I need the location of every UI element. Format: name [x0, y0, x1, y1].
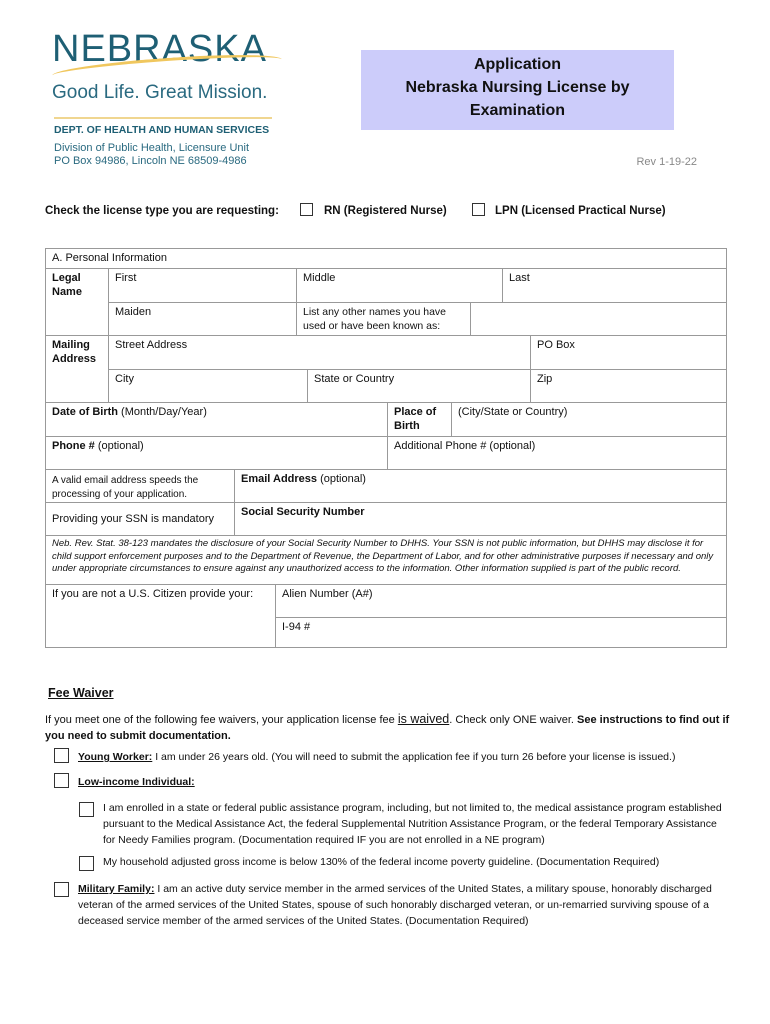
military-family-text: I am an active duty service member in the armed services of the United States, a military spouse, honorably discharged veteran of the armed services of the United States, spouse of such honorably discharged veteran, or un-remarried surviving spouse of a deceased service member of the armed services of the United States. (Documentation Required) — [78, 883, 712, 927]
division-address: PO Box 94986, Lincoln NE 68509-4986 — [54, 155, 247, 167]
nebraska-logo: NEBRASKA — [52, 28, 267, 70]
department-name: DEPT. OF HEALTH AND HUMAN SERVICES — [54, 124, 270, 136]
low-income-label: Low-income Individual: — [78, 776, 195, 788]
email-hint: (optional) — [317, 473, 366, 485]
public-assistance-text: I am enrolled in a state or federal public assistance program, including, but not limited to, the medical assistance program established pursuant to the Medical Assistance Act, the federal Supplemental Nutrition Assistance Program, or the federal Temporary Assistance for Needy Families program. (Documentation required IF you are not enrolled in a NE program) — [103, 802, 722, 846]
income-guideline-checkbox[interactable] — [79, 856, 94, 871]
intro-text: . Check only ONE waiver. — [449, 714, 578, 726]
section-a-header: A. Personal Information — [45, 248, 727, 269]
young-worker-label: Young Worker: — [78, 751, 153, 763]
license-type-prompt: Check the license type you are requesting: — [45, 205, 279, 217]
income-guideline-text: My household adjusted gross income is below 130% of the federal income poverty guideline. (Documentation Required) — [103, 856, 660, 868]
military-family-option — [78, 881, 728, 929]
email-label: Email Address — [241, 473, 318, 485]
first-name-field[interactable]: First — [108, 268, 297, 303]
rn-label: RN (Registered Nurse) — [324, 205, 447, 217]
citizen-prompt: If you are not a U.S. Citizen provide your: — [45, 584, 276, 648]
division-name: Division of Public Health, Licensure Unit — [54, 142, 250, 154]
young-worker-option — [78, 749, 738, 765]
phone-label: Phone # — [52, 440, 95, 452]
email-note: A valid email address speeds the processing of your application. — [45, 469, 235, 503]
title-line: Application — [473, 56, 562, 73]
form-title — [361, 50, 674, 130]
street-address-field[interactable]: Street Address — [108, 335, 531, 370]
email-field[interactable] — [234, 469, 727, 503]
title-line: Examination — [469, 102, 566, 119]
phone-hint: (optional) — [94, 440, 144, 452]
mailing-address-label: Mailing Address — [45, 335, 109, 403]
young-worker-checkbox[interactable] — [54, 748, 69, 763]
military-family-label: Military Family: — [78, 883, 155, 895]
low-income-checkbox[interactable] — [54, 773, 69, 788]
phone-field[interactable] — [45, 436, 388, 470]
dob-field[interactable] — [45, 402, 388, 437]
intro-bold: See instructions to find out if you need to submit documentation. — [45, 714, 730, 742]
place-of-birth-field[interactable]: (City/State or Country) — [451, 402, 727, 437]
logo-tagline: Good Life. Great Mission. — [52, 82, 268, 103]
intro-text: If you meet one of the following fee waivers, your application license fee — [45, 714, 398, 726]
rn-checkbox[interactable] — [300, 203, 313, 216]
alien-number-field[interactable]: Alien Number (A#) — [275, 584, 727, 618]
young-worker-text: I am under 26 years old. (You will need to submit the application fee if you turn 26 before your license is issued.) — [152, 751, 676, 763]
ssn-field[interactable]: Social Security Number — [234, 502, 727, 536]
legal-name-label: Legal Name — [45, 268, 109, 336]
intro-underline: is waived — [397, 712, 450, 726]
ssn-note: Providing your SSN is mandatory — [45, 502, 235, 536]
military-family-checkbox[interactable] — [54, 882, 69, 897]
title-line: Nebraska Nursing License by — [405, 79, 630, 96]
place-of-birth-label: Place of Birth — [387, 402, 452, 437]
public-assistance-checkbox[interactable] — [79, 802, 94, 817]
additional-phone-field[interactable]: Additional Phone # (optional) — [387, 436, 727, 470]
lpn-label: LPN (Licensed Practical Nurse) — [495, 205, 666, 217]
other-names-field[interactable] — [470, 302, 727, 336]
divider — [54, 117, 272, 119]
state-field[interactable]: State or Country — [307, 369, 531, 403]
fee-waiver-intro — [45, 711, 730, 744]
maiden-name-field[interactable]: Maiden — [108, 302, 297, 336]
fee-waiver-title: Fee Waiver — [48, 686, 114, 700]
ssn-disclosure: Neb. Rev. Stat. 38-123 mandates the disclosure of your Social Security Number to DHHS. Your SSN is not public information, but DHHS may disclose it for child support enforcement purposes and to the Department of Revenue, the Department of Labor, and for other administrative purposes if necessary and only under appropriate circumstances to ensure against any unauthorized access to the information. Other information supplied is part of the public record. — [45, 535, 727, 585]
zip-field[interactable]: Zip — [530, 369, 727, 403]
po-box-field[interactable]: PO Box — [530, 335, 727, 370]
dob-label: Date of Birth — [52, 406, 118, 418]
i94-field[interactable]: I-94 # — [275, 617, 727, 648]
city-field[interactable]: City — [108, 369, 308, 403]
lpn-checkbox[interactable] — [472, 203, 485, 216]
last-name-field[interactable]: Last — [502, 268, 727, 303]
dob-hint: (Month/Day/Year) — [118, 406, 207, 418]
middle-name-field[interactable]: Middle — [296, 268, 503, 303]
revision-date: Rev 1-19-22 — [636, 156, 697, 168]
other-names-label: List any other names you have used or have been known as: — [296, 302, 471, 336]
